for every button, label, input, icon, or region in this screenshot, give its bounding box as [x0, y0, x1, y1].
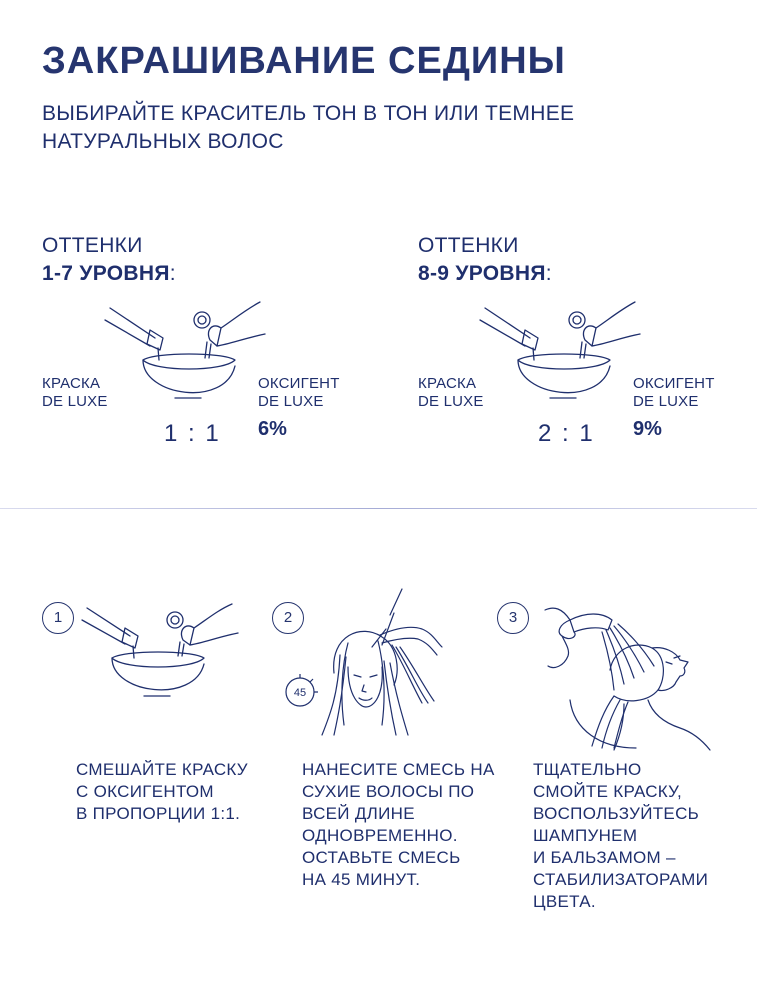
- hair-brush-application-icon: [282, 585, 452, 740]
- step-text-3: ТЩАТЕЛЬНО СМОЙТЕ КРАСКУ, ВОСПОЛЬЗУЙТЕСЬ ШАМПУНЕМ И БАЛЬЗАМОМ – СТАБИЛИЗАТОРАМИ ЦВЕТА.: [533, 760, 709, 911]
- oxidant-label-1: ОКСИГЕНТ DE LUXE: [258, 375, 340, 410]
- mixing-bowl-icon: [82, 600, 242, 710]
- step-number-2: 2: [272, 602, 304, 634]
- section-divider: [0, 508, 757, 509]
- paint-label-2: КРАСКА DE LUXE: [418, 375, 484, 410]
- step-text-1: СМЕШАЙТЕ КРАСКУ С ОКСИГЕНТОМ В ПРОПОРЦИИ 1:1.: [76, 760, 248, 823]
- shade-level-1: 1-7 УРОВНЯ:: [42, 262, 176, 285]
- mixing-bowl-icon: [480, 298, 645, 413]
- page-title: ЗАКРАШИВАНИЕ СЕДИНЫ: [42, 40, 566, 82]
- shade-label-1: ОТТЕНКИ: [42, 234, 143, 257]
- ratio-1: 1 : 1: [164, 420, 221, 447]
- oxidant-label-2: ОКСИГЕНТ DE LUXE: [633, 375, 715, 410]
- step-text-2: НАНЕСИТЕ СМЕСЬ НА СУХИЕ ВОЛОСЫ ПО ВСЕЙ ДЛИНЕ ОДНОВРЕМЕННО. ОСТАВЬТЕ СМЕСЬ НА 45 МИНУТ.: [302, 760, 495, 889]
- mixing-bowl-icon: [105, 298, 270, 413]
- hair-wash-shower-icon: [540, 600, 720, 750]
- percent-1: 6%: [258, 418, 287, 440]
- ratio-2: 2 : 1: [538, 420, 595, 447]
- percent-2: 9%: [633, 418, 662, 440]
- step-number-3: 3: [497, 602, 529, 634]
- shade-label-2: ОТТЕНКИ: [418, 234, 519, 257]
- timer-value: 45: [293, 687, 307, 699]
- paint-label-1: КРАСКА DE LUXE: [42, 375, 108, 410]
- step-number-1: 1: [42, 602, 74, 634]
- shade-level-2: 8-9 УРОВНЯ:: [418, 262, 552, 285]
- page-subtitle: ВЫБИРАЙТЕ КРАСИТЕЛЬ ТОН В ТОН ИЛИ ТЕМНЕЕ НАТУРАЛЬНЫХ ВОЛОС: [42, 102, 575, 153]
